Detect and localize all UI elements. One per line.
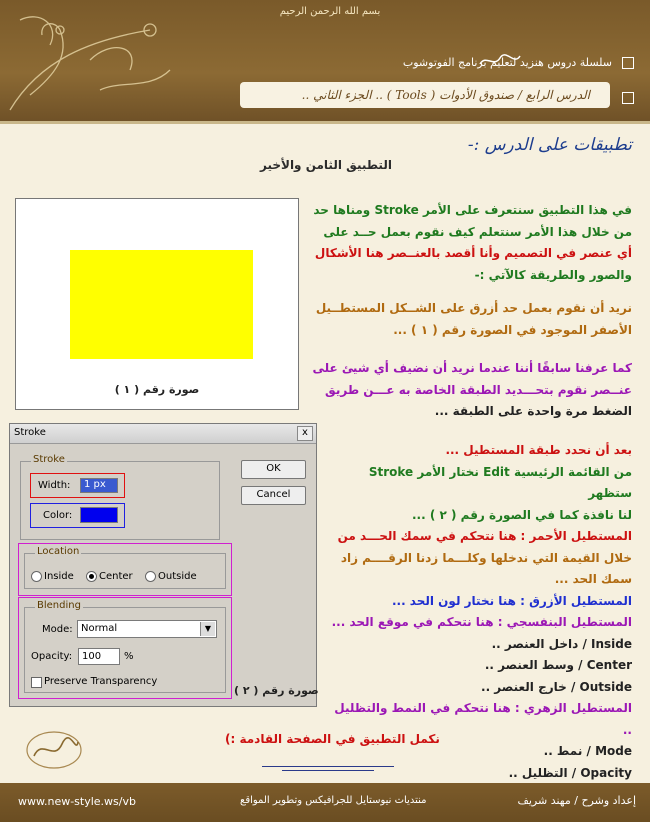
divider-line	[282, 770, 374, 771]
text-line: كما عرفنا سابقًا أننا عندما نريد أن نضيف أي شيئ على	[312, 361, 632, 375]
text-line: Inside / داخل العنصر ..	[491, 636, 632, 651]
floral-ornament-icon	[0, 0, 210, 122]
chevron-down-icon[interactable]: ▼	[200, 622, 215, 636]
figure-1	[15, 198, 299, 410]
width-input[interactable]: 1 px	[80, 478, 118, 493]
text-line: Mode / نمط ..	[543, 744, 632, 758]
center-radio[interactable]	[86, 571, 97, 582]
ok-button[interactable]: OK	[241, 460, 306, 479]
square-bullet-icon	[622, 57, 634, 69]
text-line: المستطيل الأزرق : هنا نختار لون الحد ...	[391, 593, 632, 608]
inside-radio[interactable]	[31, 571, 42, 582]
text-line: من القائمة الرئيسية Edit نختار الأمر Stroke ستظهر	[368, 464, 632, 500]
close-icon[interactable]: x	[297, 426, 313, 441]
outside-radio[interactable]	[145, 571, 156, 582]
text-line: بعد أن نحدد طبقة المستطيل ...	[445, 443, 632, 457]
text-line: الضغط مرة واحدة على الطبقة ...	[434, 404, 632, 418]
inside-label: Inside	[44, 571, 74, 582]
mode-value: Normal	[81, 623, 118, 634]
dialog-title: Stroke	[14, 427, 46, 438]
footer-bar	[0, 783, 650, 822]
cancel-button[interactable]: Cancel	[241, 486, 306, 505]
preserve-transparency-label: Preserve Transparency	[44, 676, 158, 687]
website-link[interactable]: www.new-style.ws/vb	[18, 795, 136, 808]
opacity-unit: %	[124, 651, 134, 662]
location-group-label: Location	[37, 546, 80, 557]
text-line: Outside / خارج العنصر ..	[481, 679, 632, 694]
paragraph-1	[312, 200, 632, 286]
page-title: تطبيقات على الدرس :-	[467, 135, 632, 155]
blending-group-label: Blending	[37, 600, 81, 611]
stroke-dialog	[9, 423, 317, 707]
basmala-text: بسم الله الرحمن الرحيم	[279, 6, 381, 17]
text-line: أي عنصر في التصميم وأنا أقصد بالعنــصر هنا الأشكال	[314, 246, 632, 260]
text-line: سمك الحد ...	[554, 572, 632, 586]
color-swatch[interactable]	[80, 507, 118, 523]
dialog-titlebar	[10, 424, 316, 444]
header-banner	[0, 0, 650, 122]
text-line: المستطيل الزهري : هنا نتحكم في النمط والتظليل ..	[334, 701, 632, 737]
yellow-rectangle	[70, 250, 253, 359]
text-line: المستطيل البنفسجي : هنا نتحكم في موقع الحد ...	[331, 615, 632, 629]
figure-1-caption: صورة رقم ( ١ )	[114, 383, 200, 396]
width-label: Width:	[38, 480, 71, 491]
text-line: الأصفر الموجود في الصورة رقم ( ١ ) ...	[393, 322, 632, 337]
text-line: من خلال هذا الأمر سنتعلم كيف نقوم بعمل حــد على	[323, 224, 632, 239]
mode-select[interactable]	[77, 620, 217, 638]
section-subtitle: التطبيق الثامن والأخير	[260, 158, 392, 172]
opacity-label: Opacity:	[31, 651, 73, 662]
color-label: Color:	[43, 510, 73, 521]
text-line: لنا نافذة كما في الصورة رقم ( ٢ ) ...	[411, 507, 632, 522]
continue-note: نكمل التطبيق في الصفحة القادمة :)	[225, 732, 440, 746]
text-line: Opacity / التظليل ..	[508, 765, 632, 780]
divider-line	[262, 766, 394, 767]
stroke-group-label: Stroke	[33, 454, 65, 465]
figure-2-caption: صورة رقم ( ٢ )	[234, 684, 319, 697]
text-line: عنــصر نقوم بتحـــديد الطبقة الخاصة به عـــن طريق	[325, 382, 632, 397]
preserve-transparency-checkbox[interactable]	[31, 677, 42, 688]
text-line: والصور والطريقة كالآتي :-	[474, 267, 632, 282]
center-label: Center	[99, 571, 133, 582]
lesson-title: الدرس الرابع / صندوق الأدوات ( Tools ) .. الجزء الثاني ..	[301, 88, 590, 102]
text-line: خلال القيمة التي ندخلها وكلـــما زدنا الرقــــم زاد	[340, 550, 632, 565]
paragraph-2	[312, 298, 632, 341]
text-line: في هذا التطبيق سنتعرف على الأمر Stroke ومناها حد	[313, 203, 632, 217]
paragraph-3	[312, 358, 632, 423]
square-bullet-icon	[622, 92, 634, 104]
series-title: سلسلة دروس هنزيد لتعليم برنامج الفوتوشوب	[402, 56, 612, 69]
signature-logo-icon	[24, 728, 84, 773]
text-line: Center / وسط العنصر ..	[484, 658, 632, 672]
text-line: نريد أن نقوم بعمل حد أزرق على الشــكل المستطــيل	[315, 301, 632, 315]
text-line: المستطيل الأحمر : هنا نتحكم في سمك الحـــد من	[337, 529, 632, 543]
mode-label: Mode:	[42, 624, 73, 635]
outside-label: Outside	[158, 571, 197, 582]
header-divider	[0, 121, 650, 124]
opacity-input[interactable]: 100	[78, 648, 120, 665]
forum-name: منتديات نيوستايل للجرافيكس وتطوير المواقع	[240, 795, 427, 806]
author-credit: إعداد وشرح / مهند شريف	[517, 794, 636, 807]
